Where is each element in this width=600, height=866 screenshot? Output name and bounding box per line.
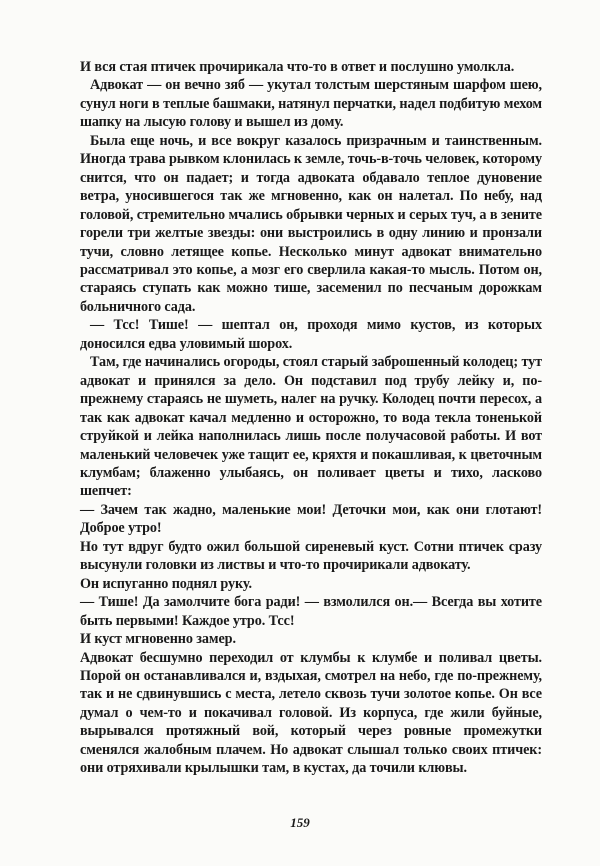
paragraph-9: — Тише! Да замолчите бога ради! — взмолился он.— Всегда вы хотите быть первыми! Каждое утро. Тсс! (80, 594, 542, 629)
paragraph-4: — Тсс! Тише! — шептал он, проходя мимо кустов, из которых доносился едва уловимый шорох. (80, 317, 542, 352)
paragraph-3: Была еще ночь, и все вокруг казалось призрачным и таинственным. Иногда трава рывком клонилась к земле, точь-в-точь человек, которому снится, что он падает; и тогда адвоката обдавало теплое дуновение ветра, уносившегося так же мгновенно, как он налетал. По небу, над головой, стремительно мчались обрывки черных и серых туч, а в зените горели три желтые звезды: они выстроились в одну линию и пронзали тучи, словно летящее копье. Несколько минут адвокат внимательно рассматривал это копье, а мозг его сверлила какая-то мысль. Потом он, стараясь ступать как можно тише, засеменил по песчаным дорожкам больничного сада. (80, 132, 542, 315)
paragraph-6: — Зачем так жадно, маленькие мои! Деточки мои, как они глотают! Доброе утро! (80, 501, 542, 537)
paragraph-7: Но тут вдруг будто ожил большой сиреневый куст. Сотни птичек сразу высунули головки из листвы и что-то прочирикали адвокату. (80, 538, 542, 574)
paragraph-8: Он испуганно поднял руку. (80, 575, 252, 592)
page-number: 159 (290, 815, 310, 830)
page-text (80, 58, 542, 778)
paragraph-10: И куст мгновенно замер. (80, 631, 236, 648)
paragraph-2: Адвокат — он вечно зяб — укутал толстым шерстяным шарфом шею, сунул ноги в теплые башмаки, натянул перчатки, надел подбитую мехом шапку на лысую голову и вышел из дому. (80, 77, 542, 131)
paragraph-5: Там, где начинались огороды, стоял старый заброшенный колодец; тут адвокат и принялся за дело. Он подставил под трубу лейку и, по-прежнему стараясь не шуметь, налег на ручку. Колодец почти пересох, а так как адвокат качал медленно и осторожно, то вода текла тоненькой струйкой и лейка наполнилась лишь после получасовой работы. И вот маленький человечек уже тащит ее, кряхтя и покашливая, к цветочным клумбам; блаженно улыбаясь, он поливает цветы и тихо, ласково шепчет: (80, 354, 542, 500)
paragraph-11: Адвокат бесшумно переходил от клумбы к клумбе и поливал цветы. Порой он останавливался и, вздыхая, смотрел на небо, где по-прежнему, так и не сдвинувшись с места, летело сквозь тучи золотое копье. Он все думал о чем-то и покачивал головой. Из корпуса, где жили буйные, вырывался протяжный вой, который через ровные промежутки сменялся жалобным плачем. Но адвокат слышал только своих птичек: они отряхивали крылышки там, в кустах, да точили клювы. (80, 649, 542, 777)
paragraph-1: И вся стая птичек прочирикала что-то в ответ и послушно умолкла. (80, 59, 515, 75)
